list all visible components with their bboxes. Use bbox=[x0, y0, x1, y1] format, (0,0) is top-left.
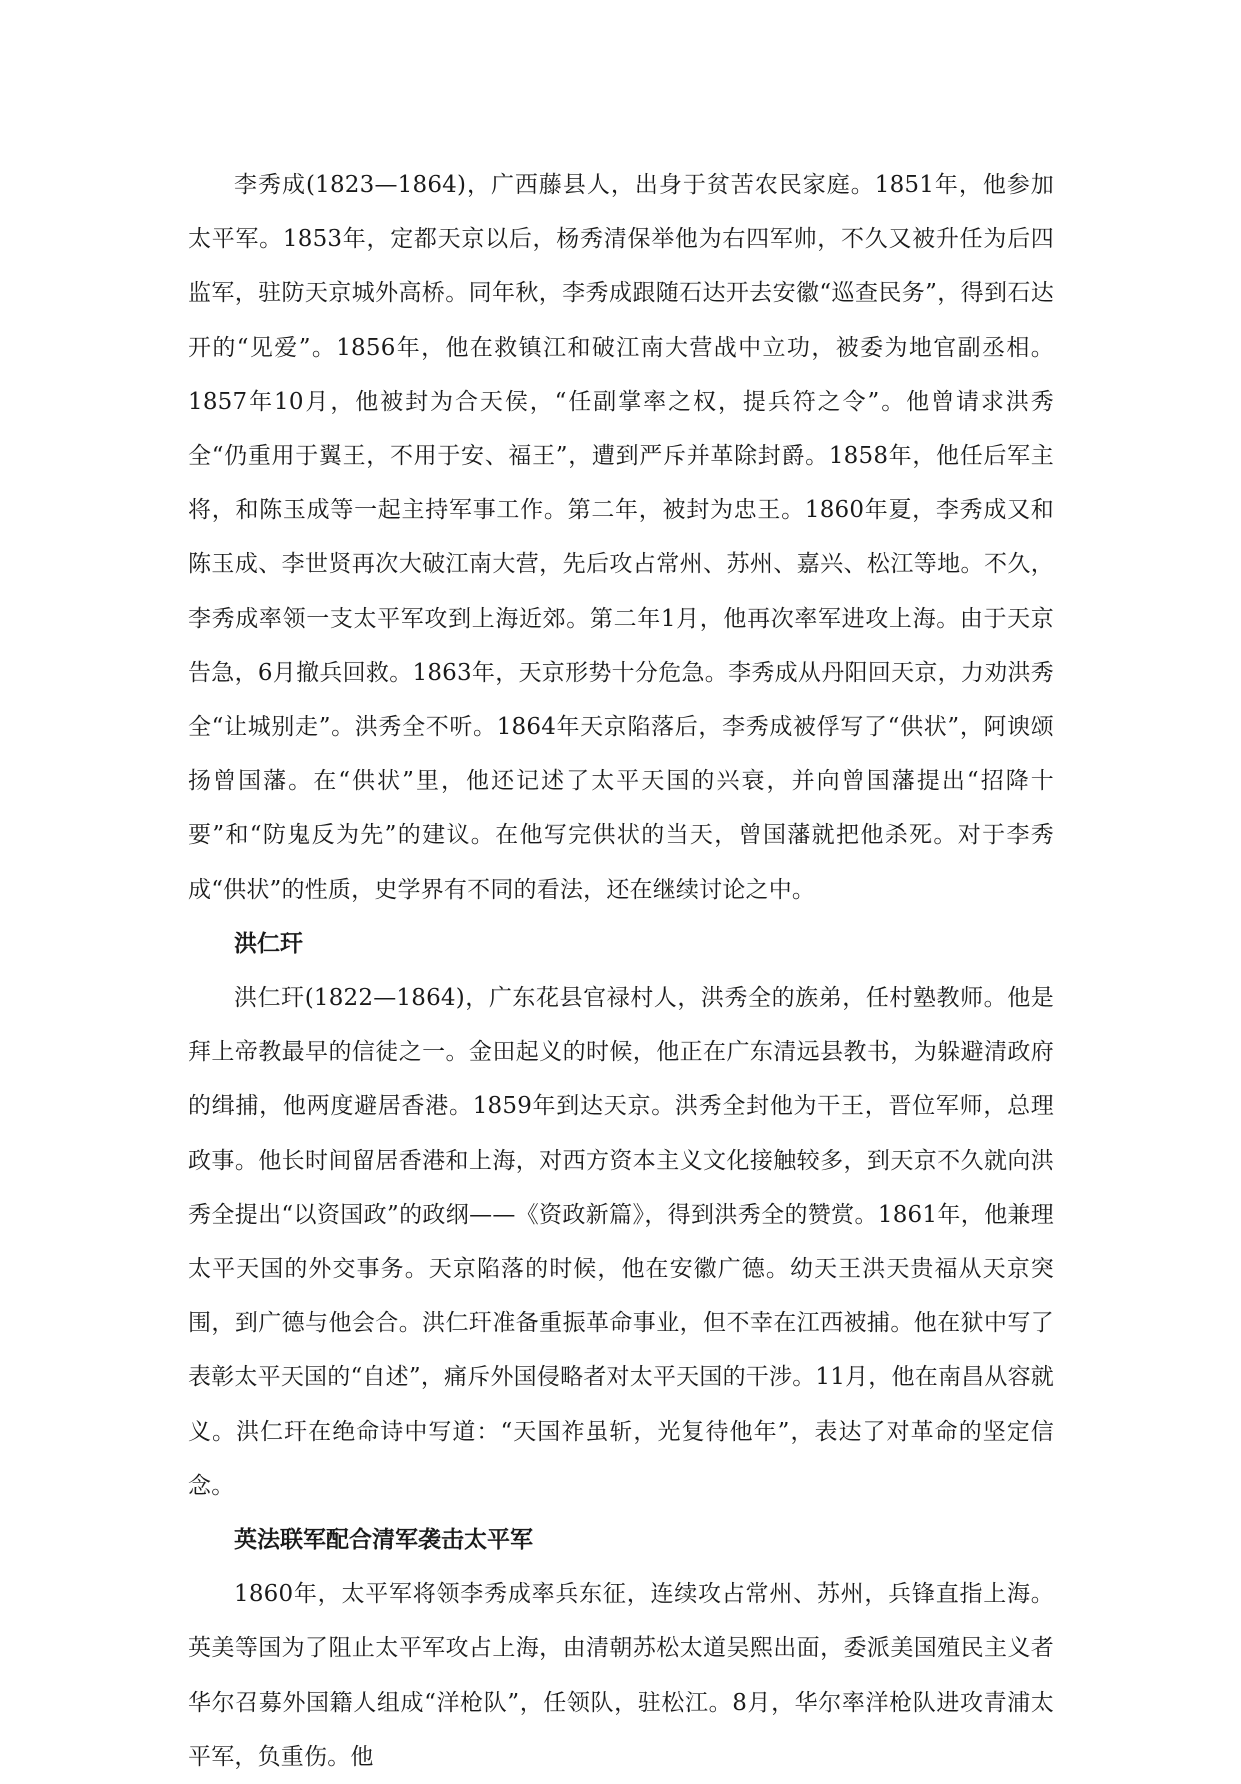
paragraph-hong-rengan: 洪仁玕(1822—1864)，广东花县官禄村人，洪秀全的族弟，任村塾教师。他是拜上帝教最早的信徒之一。金田起义的时候，他正在广东清远县教书，为躲避清政府的缉捕，他两度避居香港。1859年到达天京。洪秀全封他为干王，晋位军师，总理政事。他长时间留居香港和上海，对西方资本主义文化接触较多，到天京不久就向洪秀全提出“以资国政”的政纲——《资政新篇》，得到洪秀全的赞赏。1861年，他兼理太平天国的外交事务。天京陷落的时候，他在安徽广德。幼天王洪天贵福从天京突围，到广德与他会合。洪仁玕准备重振革命事业，但不幸在江西被捕。他在狱中写了表彰太平天国的“自述”，痛斥外国侵略者对太平天国的干涉。11月，他在南昌从容就义。洪仁玕在绝命诗中写道：“天国祚虽斩，光复待他年”，表达了对革命的坚定信念。 bbox=[188, 985, 1054, 1499]
paragraph-allied-forces: 1860年，太平军将领李秀成率兵东征，连续攻占常州、苏州，兵锋直指上海。英美等国为了阻止太平军攻占上海，由清朝苏松太道吴熙出面，委派美国殖民主义者华尔召募外国籍人组成“洋枪队”，任领队，驻松江。8月，华尔率洋枪队进攻青浦太平军，负重伤。他 bbox=[188, 1581, 1054, 1770]
document-page bbox=[188, 158, 1054, 1784]
paragraph-li-xiucheng: 李秀成(1823—1864)，广西藤县人，出身于贫苦农民家庭。1851年，他参加太平军。1853年，定都天京以后，杨秀清保举他为右四军帅，不久又被升任为后四监军，驻防天京城外高桥。同年秋，李秀成跟随石达开去安徽“巡查民务”，得到石达开的“见爱”。1856年，他在救镇江和破江南大营战中立功，被委为地官副丞相。1857年10月，他被封为合天侯，“任副掌率之权，提兵符之令”。他曾请求洪秀全“仍重用于翼王，不用于安、福王”，遭到严斥并革除封爵。1858年，他任后军主将，和陈玉成等一起主持军事工作。第二年，被封为忠王。1860年夏，李秀成又和陈玉成、李世贤再次大破江南大营，先后攻占常州、苏州、嘉兴、松江等地。不久，李秀成率领一支太平军攻到上海近郊。第二年1月，他再次率军进攻上海。由于天京告急，6月撤兵回救。1863年，天京形势十分危急。李秀成从丹阳回天京，力劝洪秀全“让城别走”。洪秀全不听。1864年天京陷落后，李秀成被俘写了“供状”，阿谀颂扬曾国藩。在“供状”里，他还记述了太平天国的兴衰，并向曾国藩提出“招降十要”和“防鬼反为先”的建议。在他写完供状的当天，曾国藩就把他杀死。对于李秀成“供状”的性质，史学界有不同的看法，还在继续讨论之中。 bbox=[188, 172, 1054, 903]
section-heading-hong-rengan: 洪仁玕 bbox=[234, 930, 303, 957]
section-heading-allied-forces: 英法联军配合清军袭击太平军 bbox=[234, 1527, 533, 1554]
